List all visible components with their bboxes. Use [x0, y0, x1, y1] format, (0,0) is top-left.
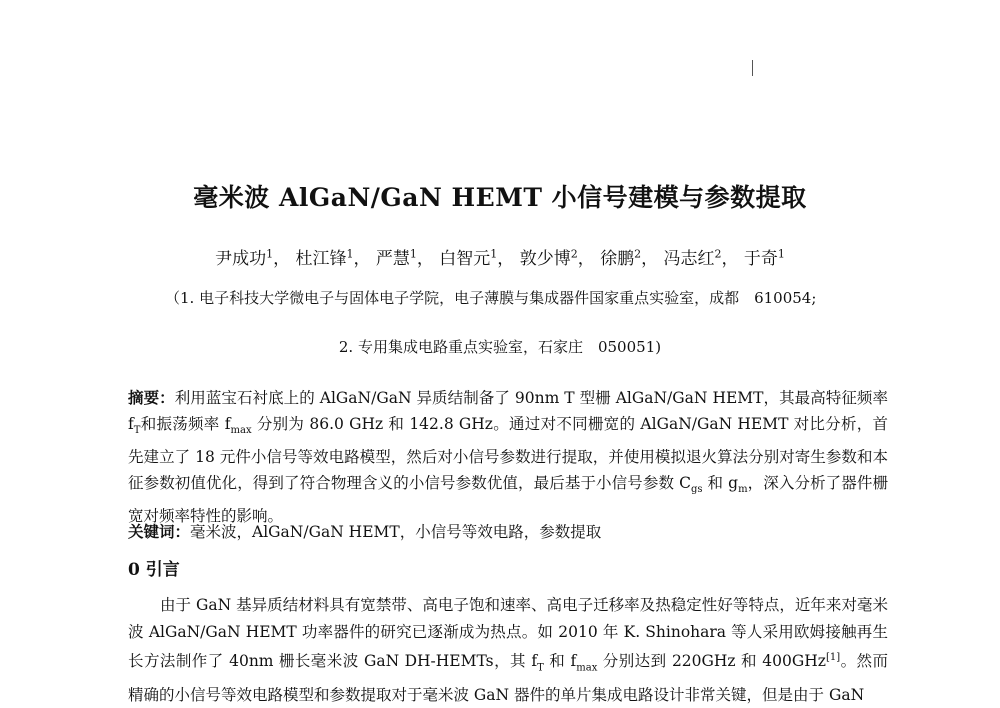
keywords-text: 毫米波，AlGaN/GaN HEMT，小信号等效电路，参数提取 [190, 523, 602, 541]
author: 于奇$^1$ [743, 247, 785, 269]
paper-title: 毫米波 AlGaN/GaN HEMT 小信号建模与参数提取 [193, 183, 807, 212]
author: 杜江锋$^1$ [295, 247, 354, 269]
author-list: 尹成功$^1$， 杜江锋$^1$， 严慧$^1$， 白智元$^1$， 敦少博$^2$， 徐鹏$^2$， 冯志红$^2$， 于奇$^1$ [215, 247, 785, 269]
keywords [128, 520, 601, 542]
affiliation-1: （1. 电子科技大学微电子与固体电子学院，电子薄膜与集成器件国家重点实验室，成都 610054; [165, 289, 817, 307]
affiliation-2: 2. 专用集成电路重点实验室，石家庄 050051) [338, 338, 662, 356]
scan-mark [752, 60, 753, 76]
author: 尹成功$^1$ [215, 247, 274, 269]
abstract-label: 摘要： [128, 388, 175, 407]
author: 徐鹏$^2$ [600, 247, 642, 269]
author: 白智元$^1$ [439, 247, 498, 269]
abstract: 摘要：利用蓝宝石衬底上的 AlGaN/GaN 异质结制备了 90nm T 型栅 AlGaN/GaN HEMT，其最高特征频率 $f_T$和振荡频率 $f_{max}$ 分别为 86.0 GHz 和 142.8 GHz。通过对不同栅宽的 AlGaN/GaN HEMT 对比分析，首先建立了 18 元件小信号等效电路模型，然后对小信号参数进行提取，并使用模拟退火算法分别对寄生参数和本征参数初值优化，得到了符合物理含义的小信号参数优值，最后基于小信号参数 $C_{gs}$ 和 $g_m$，深入分析了器件栅宽对频率特性的影响。 [128, 388, 888, 526]
keywords-label: 关键词： [128, 522, 191, 541]
intro-paragraph: 由于 GaN 基异质结材料具有宽禁带、高电子饱和速率、高电子迁移率及热稳定性好等特点，近年来对毫米波 AlGaN/GaN HEMT 功率器件的研究已逐渐成为热点。如 2010 年 K. Shinohara 等人采用欧姆接触再生长方法制作了 40nm 栅长毫米波 GaN DH-HEMTs，其 $f_T$ 和 $f_{max}$ 分别达到 220GHz 和 400GHz[1]。然而精确的小信号等效电路模型和参数提取对于毫米波 GaN 器件的单片集成电路设计非常关键，但是由于 GaN [128, 596, 888, 704]
section-heading: 0 引言 [128, 560, 180, 580]
author: 敦少博$^2$ [519, 247, 578, 269]
author: 冯志红$^2$ [663, 247, 722, 269]
author: 严慧$^1$ [375, 247, 417, 269]
